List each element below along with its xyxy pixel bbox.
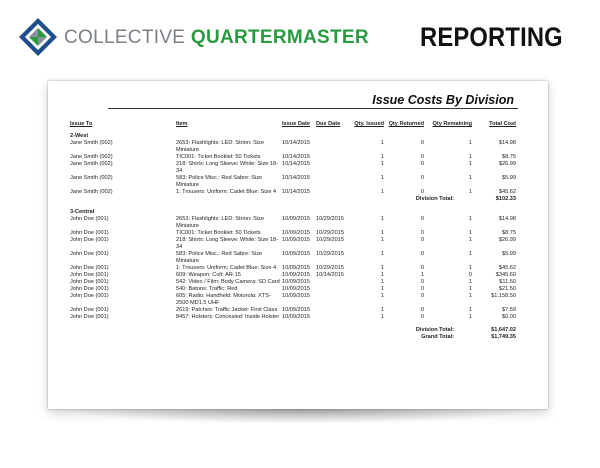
col-header-item: Item [176,121,188,127]
division-total-value: $102.33 [495,196,516,202]
row-qty-remaining: 1 [468,216,472,222]
row-total-cost: $14.98 [498,216,516,222]
grand-total-value: $1,749.35 [491,334,516,340]
row-total-cost: $7.59 [502,307,516,313]
row-issue-date: 10/09/2015 [282,265,310,271]
row-total-cost: $45.62 [498,189,516,195]
row-total-cost: $21.50 [498,286,516,292]
division-heading: 3-Central [70,209,95,215]
row-issue-date: 10/09/2015 [282,230,310,236]
row-qty-remaining: 1 [468,293,472,299]
row-total-cost: $14.98 [498,140,516,146]
row-issue-to: Jane Smith (002) [70,140,113,146]
row-total-cost: $8.75 [502,154,516,160]
row-issue-to: John Doe (001) [70,251,109,257]
division-heading: 2-West [70,133,89,139]
row-item: 2653: Flashlights: LED: Strion: Size Miniature [176,216,264,229]
row-qty-remaining: 0 [468,272,472,278]
row-qty-remaining: 1 [468,175,472,181]
row-qty-issued: 1 [380,293,384,299]
row-issue-date: 10/09/2015 [282,272,310,278]
row-qty-returned: 1 [420,272,424,278]
row-qty-remaining: 1 [468,286,472,292]
row-issue-date: 10/09/2015 [282,216,310,222]
row-item: 609: Weapon: Colt: AR-15 [176,272,241,278]
row-qty-issued: 1 [380,140,384,146]
row-qty-returned: 0 [420,175,424,181]
report-title: Issue Costs By Division [372,93,514,107]
division-total-label: Division Total: [415,196,454,202]
row-issue-date: 10/14/2015 [282,175,310,181]
row-total-cost: $8.75 [502,230,516,236]
row-qty-remaining: 1 [468,154,472,160]
row-issue-date: 10/09/2015 [282,279,310,285]
row-due-date: 10/29/2015 [316,251,344,257]
brand-quartermaster: QUARTERMASTER [190,27,369,48]
row-issue-to: John Doe (001) [70,230,109,236]
row-qty-returned: 0 [420,216,424,222]
row-issue-date: 10/14/2015 [282,154,310,160]
col-header-due-date: Due Date [316,121,341,127]
row-item: 2619: Patches: Traffic Jacket: First Class [176,307,278,313]
row-qty-returned: 0 [420,230,424,236]
row-item: TIC001: Ticket Booklet: 50 Tickets [176,154,261,160]
row-due-date: 10/29/2015 [316,230,344,236]
row-issue-date: 10/09/2015 [282,237,310,243]
row-qty-returned: 0 [420,140,424,146]
row-total-cost: $11.50 [499,279,516,285]
row-qty-issued: 1 [380,279,384,285]
row-qty-issued: 1 [380,175,384,181]
row-issue-to: John Doe (001) [70,237,109,243]
col-header-qty-issued: Qty. Issued [354,121,384,127]
row-qty-issued: 1 [380,251,384,257]
row-qty-returned: 0 [420,286,424,292]
row-item: 605: Radio: Handheld: Motorola: XTS-2500 MD1.5 UHF [176,293,271,306]
row-issue-date: 10/09/2015 [282,314,310,320]
row-total-cost: $26.99 [498,161,516,167]
row-issue-to: John Doe (001) [70,279,109,285]
collective-logo-icon [18,17,58,57]
row-issue-to: Jane Smith (002) [70,189,113,195]
row-due-date: 10/14/2015 [316,272,344,278]
row-total-cost: $5.99 [502,251,516,257]
row-item: 583: Police Misc.: Red Sabre: Size Miniature [176,251,263,264]
row-qty-issued: 1 [380,265,384,271]
division-total-value: $1,647.02 [491,327,516,333]
row-qty-returned: 0 [420,189,424,195]
brand-collective: COLLECTIVE [64,27,186,48]
row-qty-issued: 1 [380,314,384,320]
row-due-date: 10/29/2015 [316,216,344,222]
row-qty-remaining: 1 [468,189,472,195]
row-issue-to: John Doe (001) [70,293,109,299]
row-qty-remaining: 1 [468,230,472,236]
col-header-issue-date: Issue Date [282,121,310,127]
row-issue-to: John Doe (001) [70,216,109,222]
row-qty-returned: 0 [420,279,424,285]
row-qty-issued: 1 [380,307,384,313]
division-total-label: Division Total: [415,327,454,333]
row-item: 1: Trousers: Uniform: Cadet Blue: Size 4 [176,189,277,195]
row-issue-to: John Doe (001) [70,265,109,271]
row-qty-returned: 0 [420,314,424,320]
row-total-cost: $0.00 [502,314,516,320]
row-issue-to: Jane Smith (002) [70,154,113,160]
row-item: 540: Batons: Traffic: Red [176,286,238,292]
row-issue-date: 10/09/2015 [282,293,310,299]
row-item: 8457: Holsters: Concealed: Inside Holster [176,314,280,320]
row-qty-returned: 0 [420,251,424,257]
row-issue-to: John Doe (001) [70,314,109,320]
row-due-date: 10/29/2015 [316,265,344,271]
row-issue-date: 10/09/2015 [282,307,310,313]
row-qty-issued: 1 [380,189,384,195]
row-total-cost: $345.60 [495,272,516,278]
row-issue-to: Jane Smith (002) [70,175,113,181]
row-qty-remaining: 1 [468,140,472,146]
row-item: 542: Video / Film: Body Camera: SD Card [176,279,280,285]
row-item: TIC001: Ticket Booklet: 50 Tickets [176,230,261,236]
row-due-date: 10/29/2015 [316,237,344,243]
title-divider [108,108,518,109]
row-qty-issued: 1 [380,237,384,243]
row-item: 583: Police Misc.: Red Sabre: Size Miniature [176,175,263,188]
row-issue-to: John Doe (001) [70,307,109,313]
row-qty-remaining: 1 [468,314,472,320]
row-total-cost: $26.99 [498,237,516,243]
row-issue-to: Jane Smith (002) [70,161,113,167]
row-qty-issued: 1 [380,216,384,222]
row-item: 1: Trousers: Uniform: Cadet Blue: Size 4 [176,265,277,271]
row-qty-issued: 1 [380,272,384,278]
col-header-qty-remaining: Qty Remaining [432,121,472,127]
row-qty-remaining: 1 [468,307,472,313]
report-sheet [48,81,548,409]
row-issue-date: 10/09/2015 [282,251,310,257]
col-header-issue-to: Issue To [70,121,93,127]
brand-name [64,27,369,49]
row-qty-issued: 1 [380,230,384,236]
row-qty-returned: 0 [420,265,424,271]
row-item: 218: Shirts: Long Sleeve: White: Size 18-34 [176,237,278,250]
row-qty-remaining: 1 [468,265,472,271]
row-qty-issued: 1 [380,161,384,167]
row-qty-remaining: 1 [468,161,472,167]
col-header-qty-returned: Qty Returned [388,121,424,127]
grand-total-label: Grand Total: [421,334,454,340]
row-total-cost: $45.62 [498,265,516,271]
row-item: 2653: Flashlights: LED: Strion: Size Miniature [176,140,264,153]
row-qty-remaining: 1 [468,251,472,257]
row-qty-remaining: 1 [468,279,472,285]
row-issue-date: 10/14/2015 [282,189,310,195]
row-total-cost: $5.99 [502,175,516,181]
row-qty-returned: 0 [420,307,424,313]
row-qty-issued: 1 [380,154,384,160]
row-issue-date: 10/14/2015 [282,140,310,146]
row-issue-to: John Doe (001) [70,286,109,292]
row-issue-date: 10/14/2015 [282,161,310,167]
row-issue-date: 10/09/2015 [282,286,310,292]
row-qty-remaining: 1 [468,237,472,243]
row-qty-returned: 0 [420,154,424,160]
row-qty-returned: 0 [420,293,424,299]
row-issue-to: John Doe (001) [70,272,109,278]
row-total-cost: $1,158.50 [491,293,516,299]
row-item: 218: Shirts: Long Sleeve: White: Size 18-34 [176,161,278,174]
section-title: REPORTING [420,22,563,52]
row-qty-returned: 0 [420,237,424,243]
header [0,0,600,80]
row-qty-returned: 0 [420,161,424,167]
col-header-total-cost: Total Cost [489,121,516,127]
row-qty-issued: 1 [380,286,384,292]
